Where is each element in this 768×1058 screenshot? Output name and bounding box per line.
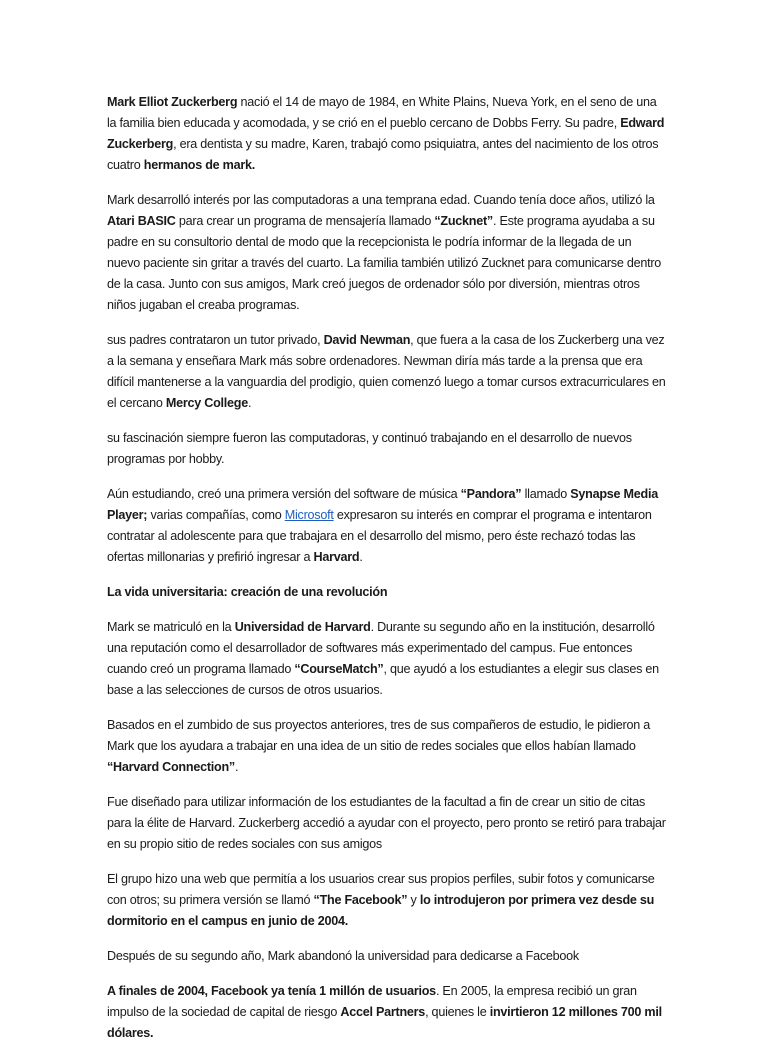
bold-text: Synapse Media Player; [107,487,658,522]
text-run: nació el 14 de mayo de 1984, en White Plains, Nueva York, en el seno de una la familia bien educada y acomodada, y se crió en el pueblo cercano de Dobbs Ferry. Su padre, [107,95,657,130]
bold-text: lo introdujeron por primera vez desde su dormitorio en el campus en junio de 2004. [107,893,655,928]
bold-text: Universidad de Harvard [234,620,371,634]
bold-text: “Zucknet” [434,214,493,228]
paragraph [107,792,667,855]
paragraph [107,869,667,932]
paragraph [107,428,667,470]
text-run: para crear un programa de mensajería llamado [175,214,435,228]
text-run: su fascinación siempre fueron las computadoras, y continuó trabajando en el desarrollo de nuevos programas por hobby. [107,431,632,466]
paragraph [107,190,667,316]
text-run: , que fuera a la casa de los Zuckerberg una vez a la semana y enseñara Mark más sobre ordenadores. Newman diría más tarde a la prensa que era difícil mantenerse a la vanguardia del prodigio, quien comenzó luego a tomar cursos extracurriculares en el cercano [107,333,666,410]
section-heading [107,582,667,603]
text-run: , que ayudó a los estudiantes a elegir sus clases en base a las selecciones de cursos de otros usuarios. [107,662,659,697]
text-run: . Durante su segundo año en la institución, desarrolló una reputación como el desarrollador de softwares más experimentado del campus. Fue entonces cuando creó un programa llamado [107,620,655,676]
bold-text: Accel Partners [340,1005,426,1019]
text-run: Después de su segundo año, Mark abandonó la universidad para dedicarse a Facebook [107,949,579,963]
text-run: Aún estudiando, creó una primera versión del software de música [107,487,461,501]
text-run: . En 2005, la empresa recibió un gran impulso de la sociedad de capital de riesgo [107,984,637,1019]
bold-text: “Pandora” [460,487,522,501]
text-run: Mark se matriculó en la [107,620,235,634]
paragraph [107,330,667,414]
text-run: varias compañías, como [147,508,285,522]
bold-text: Harvard [313,550,360,564]
text-run: , era dentista y su madre, Karen, trabajó como psiquiatra, antes del nacimiento de los otros cuatro [107,137,659,172]
document-body [107,92,667,1058]
paragraph [107,715,667,778]
text-run: Fue diseñado para utilizar información de los estudiantes de la facultad a fin de crear un sitio de citas para la élite de Harvard. Zuckerberg accedió a ayudar con el proyecto, pero pronto se retiró para trabajar en su propio sitio de redes sociales con sus amigos [107,795,666,851]
paragraph [107,92,667,176]
paragraph [107,981,667,1044]
text-run: Mark desarrolló interés por las computadoras a una temprana edad. Cuando tenía doce años, utilizó la [107,193,655,207]
paragraph [107,946,667,967]
microsoft-link[interactable]: Microsoft [284,508,334,522]
bold-text: Mercy College [165,396,248,410]
bold-text: Atari BASIC [107,214,176,228]
paragraph [107,484,667,568]
text-run: El grupo hizo una web que permitía a los usuarios crear sus propios perfiles, subir fotos y comunicarse con otros; su primera versión se llamó [107,872,655,907]
paragraph [107,617,667,701]
text-run: expresaron su interés en comprar el programa e intentaron contratar al adolescente para que trabajara en el desarrollo del mismo, pero éste rechazó todas las ofertas millonarias y prefirió ingresar a [107,508,652,564]
text-run: La vida universitaria: creación de una revolución [107,585,388,599]
text-run: y [407,893,420,907]
bold-text: “Harvard Connection” [107,760,235,774]
bold-text: “CourseMatch” [294,662,384,676]
text-run: . Este programa ayudaba a su padre en su consultorio dental de modo que la recepcionista le podría informar de la llegada de un nuevo paciente sin gritar a través del cuarto. La familia también utilizó Zucknet para comunicarse dentro de la casa. Junto con sus amigos, Mark creó juegos de ordenador sólo por diversión, mientras otros niños jugaban el creaba programas. [107,214,662,312]
text-run: . [248,396,252,410]
text-run: . [359,550,363,564]
text-run: llamado [521,487,571,501]
bold-text: hermanos de mark. [143,158,256,172]
text-run: , quienes le [425,1005,490,1019]
bold-text: A finales de 2004, Facebook ya tenía 1 millón de usuarios [107,984,436,998]
bold-text: David Newman [323,333,411,347]
text-run: Basados en el zumbido de sus proyectos anteriores, tres de sus compañeros de estudio, le pidieron a Mark que los ayudara a trabajar en una idea de un sitio de redes sociales que ellos habían llamado [107,718,650,753]
text-run: . [234,760,239,774]
bold-text: Mark Elliot Zuckerberg [107,95,238,109]
text-run: sus padres contrataron un tutor privado, [107,333,324,347]
bold-text: invirtieron 12 millones 700 mil dólares. [107,1005,662,1040]
bold-text: Edward Zuckerberg [107,116,665,151]
bold-text: “The Facebook” [313,893,408,907]
